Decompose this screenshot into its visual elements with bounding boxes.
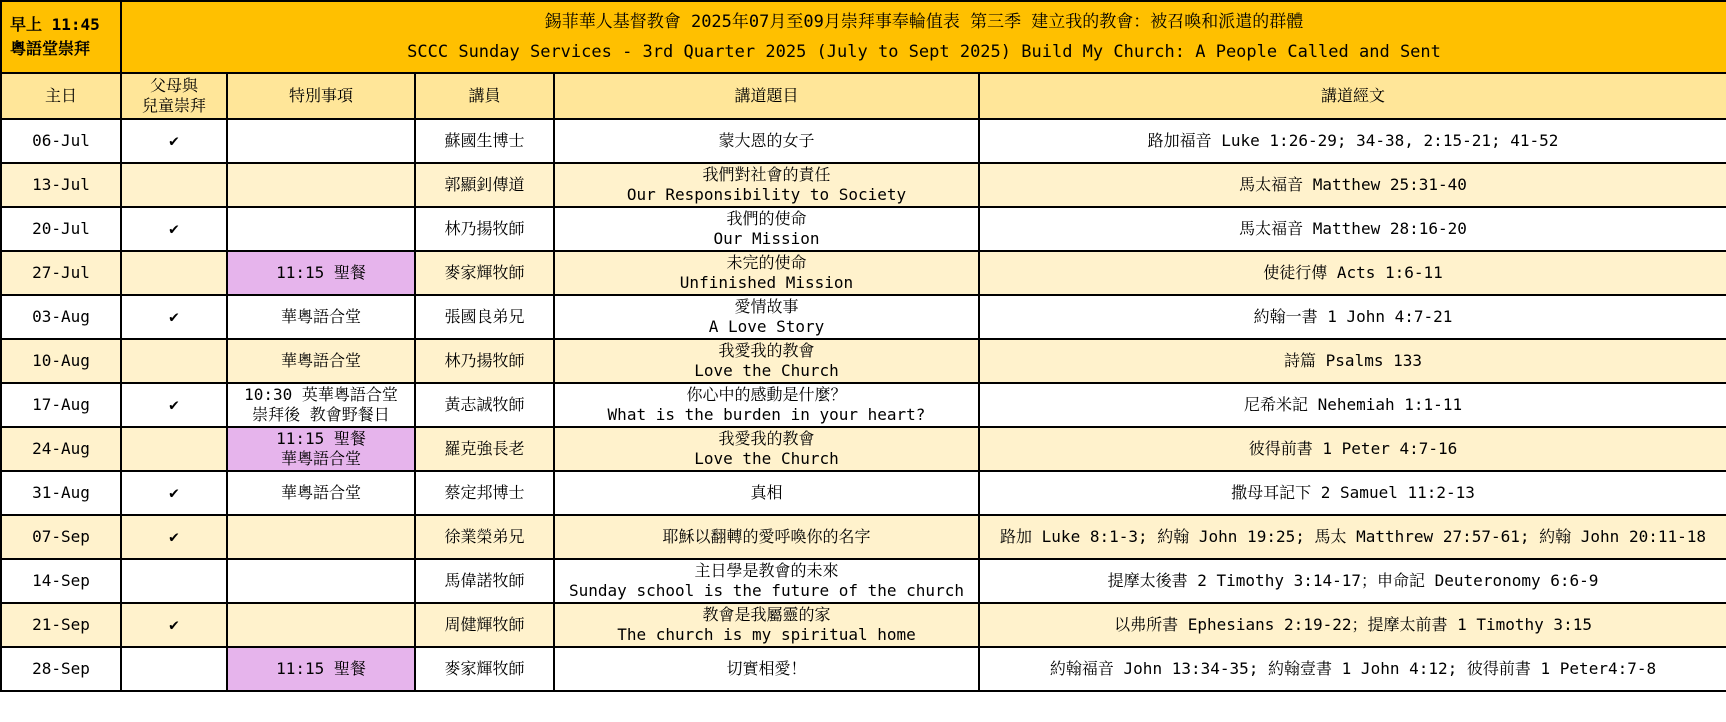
cell-speaker: 徐業榮弟兄 [415, 515, 554, 559]
special-line1: 華粵語合堂 [280, 351, 361, 370]
cell-topic [554, 251, 979, 295]
topic-line1: 真相 [750, 483, 783, 502]
topic-line1: 耶穌以翻轉的愛呼喚你的名字 [662, 527, 871, 546]
cell-date: 07-Sep [1, 515, 121, 559]
cell-family-worship [121, 295, 227, 339]
table-row [1, 383, 1726, 427]
cell-special [227, 603, 415, 647]
topic-line2: Unfinished Mission [679, 273, 854, 292]
header-topic: 講道題目 [554, 73, 979, 119]
cell-special [227, 559, 415, 603]
cell-family-worship [121, 515, 227, 559]
cell-special [227, 295, 415, 339]
table-row [1, 559, 1726, 603]
check-icon: ✔ [169, 307, 179, 326]
cell-family-worship [121, 647, 227, 691]
cell-date: 21-Sep [1, 603, 121, 647]
cell-date: 27-Jul [1, 251, 121, 295]
schedule-body [1, 1, 1726, 691]
cell-passage: 尼希米記 Nehemiah 1:1-11 [979, 383, 1726, 427]
cell-special [227, 383, 415, 427]
table-row [1, 163, 1726, 207]
cell-topic [554, 207, 979, 251]
cell-family-worship [121, 207, 227, 251]
table-row [1, 427, 1726, 471]
title-english: SCCC Sunday Services - 3rd Quarter 2025 (July to Sept 2025) Build My Church: A People Called and Sent [407, 42, 1441, 62]
cell-topic [554, 603, 979, 647]
cell-passage: 撒母耳記下 2 Samuel 11:2-13 [979, 471, 1726, 515]
header-family-line2: 兒童崇拜 [141, 96, 206, 115]
topic-line2: Sunday school is the future of the church [569, 581, 964, 600]
cell-speaker: 郭顯釗傳道 [415, 163, 554, 207]
cell-date: 20-Jul [1, 207, 121, 251]
cell-speaker: 麥家輝牧師 [415, 647, 554, 691]
table-row [1, 647, 1726, 691]
cell-speaker: 黃志誠牧師 [415, 383, 554, 427]
topic-line1: 愛情故事 [734, 297, 799, 316]
topic-line1: 我愛我的教會 [718, 429, 815, 448]
check-icon: ✔ [169, 395, 179, 414]
title-chinese: 錫菲華人基督教會 2025年07月至09月崇拜事奉輪值表 第三季 建立我的教會：被召喚和派遣的群體 [544, 12, 1304, 32]
cell-special [227, 163, 415, 207]
cell-date: 24-Aug [1, 427, 121, 471]
topic-line1: 蒙大恩的女子 [718, 131, 815, 150]
cell-family-worship [121, 559, 227, 603]
cell-topic [554, 559, 979, 603]
topic-line2: Love the Church [694, 361, 839, 380]
cell-family-worship [121, 383, 227, 427]
cell-speaker: 馬偉諾牧師 [415, 559, 554, 603]
cell-special [227, 119, 415, 163]
cell-family-worship [121, 119, 227, 163]
header-family-worship [121, 73, 227, 119]
topic-line1: 我愛我的教會 [718, 341, 815, 360]
topic-line2: Our Mission [713, 229, 820, 248]
topic-line2: A Love Story [708, 317, 825, 336]
cell-topic [554, 119, 979, 163]
cell-passage: 彼得前書 1 Peter 4:7-16 [979, 427, 1726, 471]
cell-speaker: 張國良弟兄 [415, 295, 554, 339]
special-line1: 11:15 聖餐 [276, 263, 366, 282]
cell-special [227, 427, 415, 471]
table-row [1, 207, 1726, 251]
check-icon: ✔ [169, 131, 179, 150]
cell-speaker: 蘇國生博士 [415, 119, 554, 163]
cell-family-worship [121, 251, 227, 295]
cell-date: 17-Aug [1, 383, 121, 427]
table-row [1, 339, 1726, 383]
cell-date: 06-Jul [1, 119, 121, 163]
topic-line2: The church is my spiritual home [617, 625, 916, 644]
cell-passage: 路加福音 Luke 1:26-29; 34-38, 2:15-21; 41-52 [979, 119, 1726, 163]
cell-topic [554, 383, 979, 427]
banner-title [121, 1, 1726, 73]
table-row [1, 295, 1726, 339]
service-time: 早上 11:45 [10, 15, 100, 34]
cell-passage: 路加 Luke 8:1-3; 約翰 John 19:25; 馬太 Matthrew 27:57-61; 約翰 John 20:11-18 [979, 515, 1726, 559]
table-row [1, 471, 1726, 515]
cell-passage: 以弗所書 Ephesians 2:19-22；提摩太前書 1 Timothy 3:15 [979, 603, 1726, 647]
cell-topic [554, 427, 979, 471]
cell-family-worship [121, 603, 227, 647]
special-line1: 華粵語合堂 [280, 483, 361, 502]
header-speaker: 講員 [415, 73, 554, 119]
cell-speaker: 周健輝牧師 [415, 603, 554, 647]
special-line2: 崇拜後 教會野餐日 [252, 405, 390, 424]
cell-passage: 提摩太後書 2 Timothy 3:14-17；申命記 Deuteronomy 6:6-9 [979, 559, 1726, 603]
header-family-line1: 父母與 [149, 76, 198, 95]
cell-family-worship [121, 471, 227, 515]
cell-speaker: 蔡定邦博士 [415, 471, 554, 515]
topic-line1: 教會是我屬靈的家 [702, 605, 831, 624]
table-row [1, 251, 1726, 295]
cell-date: 28-Sep [1, 647, 121, 691]
cell-passage: 使徒行傳 Acts 1:6-11 [979, 251, 1726, 295]
cell-date: 03-Aug [1, 295, 121, 339]
cell-date: 10-Aug [1, 339, 121, 383]
cell-topic [554, 515, 979, 559]
cell-date: 31-Aug [1, 471, 121, 515]
special-line1: 華粵語合堂 [280, 307, 361, 326]
cell-passage: 詩篇 Psalms 133 [979, 339, 1726, 383]
check-icon: ✔ [169, 483, 179, 502]
cell-speaker: 林乃揚牧師 [415, 207, 554, 251]
cell-date: 13-Jul [1, 163, 121, 207]
cell-special [227, 339, 415, 383]
service-name: 粵語堂崇拜 [10, 39, 91, 58]
table-row [1, 515, 1726, 559]
service-label [1, 1, 121, 73]
cell-topic [554, 295, 979, 339]
cell-speaker: 羅克強長老 [415, 427, 554, 471]
cell-topic [554, 647, 979, 691]
topic-line1: 未完的使命 [726, 253, 807, 272]
table-row [1, 119, 1726, 163]
cell-family-worship [121, 339, 227, 383]
topic-line1: 切實相愛！ [726, 659, 807, 678]
special-line1: 10:30 英華粵語合堂 [244, 385, 398, 404]
check-icon: ✔ [169, 527, 179, 546]
cell-passage: 馬太福音 Matthew 28:16-20 [979, 207, 1726, 251]
cell-family-worship [121, 163, 227, 207]
topic-line1: 我們對社會的責任 [702, 165, 831, 184]
header-special: 特別事項 [227, 73, 415, 119]
cell-special [227, 515, 415, 559]
cell-topic [554, 163, 979, 207]
banner-row [1, 1, 1726, 73]
topic-line2: Love the Church [694, 449, 839, 468]
cell-passage: 約翰一書 1 John 4:7-21 [979, 295, 1726, 339]
table-row [1, 603, 1726, 647]
header-row [1, 73, 1726, 119]
check-icon: ✔ [169, 615, 179, 634]
header-date: 主日 [1, 73, 121, 119]
cell-topic [554, 471, 979, 515]
cell-special [227, 251, 415, 295]
cell-special [227, 207, 415, 251]
cell-passage: 約翰福音 John 13:34-35; 約翰壹書 1 John 4:12; 彼得前書 1 Peter4:7-8 [979, 647, 1726, 691]
check-icon: ✔ [169, 219, 179, 238]
topic-line2: Our Responsibility to Society [626, 185, 907, 204]
cell-speaker: 麥家輝牧師 [415, 251, 554, 295]
cell-passage: 馬太福音 Matthew 25:31-40 [979, 163, 1726, 207]
topic-line2: What is the burden in your heart? [607, 405, 926, 424]
cell-special [227, 471, 415, 515]
topic-line1: 你心中的感動是什麼？ [686, 385, 847, 404]
cell-special [227, 647, 415, 691]
cell-topic [554, 339, 979, 383]
special-line1: 11:15 聖餐 [276, 659, 366, 678]
topic-line1: 我們的使命 [726, 209, 807, 228]
cell-speaker: 林乃揚牧師 [415, 339, 554, 383]
special-line2: 華粵語合堂 [280, 449, 361, 468]
cell-family-worship [121, 427, 227, 471]
topic-line1: 主日學是教會的未來 [694, 561, 839, 580]
special-line1: 11:15 聖餐 [276, 429, 366, 448]
cell-date: 14-Sep [1, 559, 121, 603]
header-passage: 講道經文 [979, 73, 1726, 119]
